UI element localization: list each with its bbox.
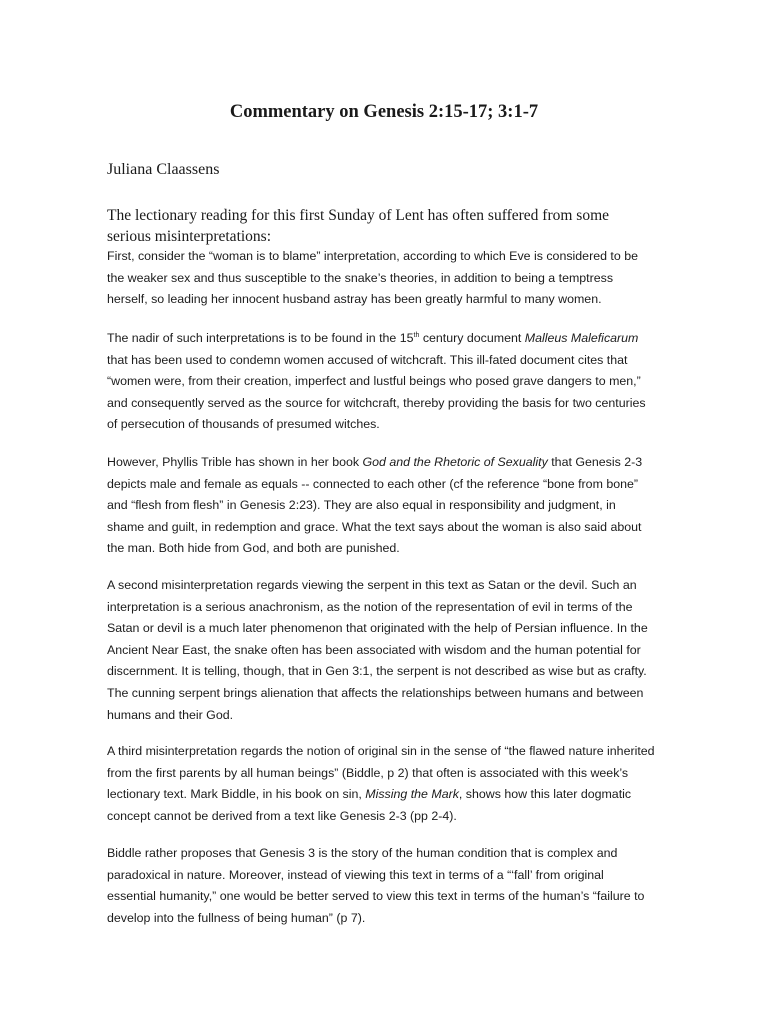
paragraph-6: Biddle rather proposes that Genesis 3 is the story of the human condition that is complex and paradoxical in nature. Moreover, instead of viewing this text in terms of a “‘fall’ from original essential humanity,” one would be better served to view this text in terms of the human’s “failure to develop into the fullness of being human” (p 7).	[107, 846, 645, 925]
ordinal-suffix: th	[413, 331, 420, 339]
intro-paragraph: The lectionary reading for this first Sunday of Lent has often suffered from some serious misinterpretations:	[107, 207, 610, 245]
book-title-biddle: Missing the Mark	[365, 787, 459, 802]
paragraph-5	[107, 741, 655, 827]
paragraph-5-text-a: A third misinterpretation regards the notion of original sin in the sense of “the flawed nature inherited from the first parents by all human beings” (Biddle, p 2) that often is associated with this week’s lectionary text. Mark Biddle, in his book on sin,	[107, 744, 655, 802]
paragraph-2-text-a: The nadir of such interpretations is to be found in the 15	[107, 331, 414, 345]
book-title-trible: God and the Rhetoric of Sexuality	[362, 455, 548, 469]
paragraph-3-text-a: However, Phyllis Trible has shown in her book	[107, 455, 363, 469]
paragraph-4: A second misinterpretation regards viewing the serpent in this text as Satan or the devil. Such an interpretation is a serious anachronism, as the notion of the representation of evil in terms of the Satan or devil is a much later phenomenon that originated with the help of Persian influence. In the Ancient Near East, the snake often has been associated with wisdom and the human potential for discernment. It is telling, though, that in Gen 3:1, the serpent is not described as wise but as crafty. The cunning serpent brings alienation that affects the relationships between humans and between humans and their God.	[107, 578, 648, 722]
paragraph-1: First, consider the “woman is to blame” interpretation, according to which Eve is considered to be the weaker sex and thus susceptible to the snake’s theories, in addition to being a temptress herself, so leading her innocent husband astray has been greatly harmful to many women.	[107, 249, 638, 307]
document-title: Commentary on Genesis 2:15-17; 3:1-7	[229, 102, 539, 122]
paragraph-5-text-b: , shows how this later dogmatic concept cannot be derived from a text like Genesis 2-3 (pp 2-4).	[107, 787, 632, 823]
paragraph-3-text-b: that Genesis 2-3 depicts male and female as equals -- connected to each other (cf the reference “bone from bone” and “flesh from flesh” in Genesis 2:23). They are also equal in responsibility and judgment, in shame and guilt, in redemption and grace. What the text says about the woman is also said about the man. Both hide from God, and both are punished.	[107, 455, 643, 556]
paragraph-2-text-b: century document	[419, 331, 525, 345]
book-title-malleus: Malleus Maleficarum	[524, 331, 639, 345]
paragraph-2-text-c: that has been used to condemn women accused of witchcraft. This ill-fated document cites that “women were, from their creation, imperfect and lustful beings who posed grave dangers to men,” and consequently served as the source for witchcraft, thereby providing the basis for two centuries of persecution of thousands of presumed witches.	[107, 352, 646, 432]
author-name: Juliana Claassens	[107, 161, 220, 178]
paragraph-3	[107, 452, 655, 560]
paragraph-2	[107, 328, 655, 436]
